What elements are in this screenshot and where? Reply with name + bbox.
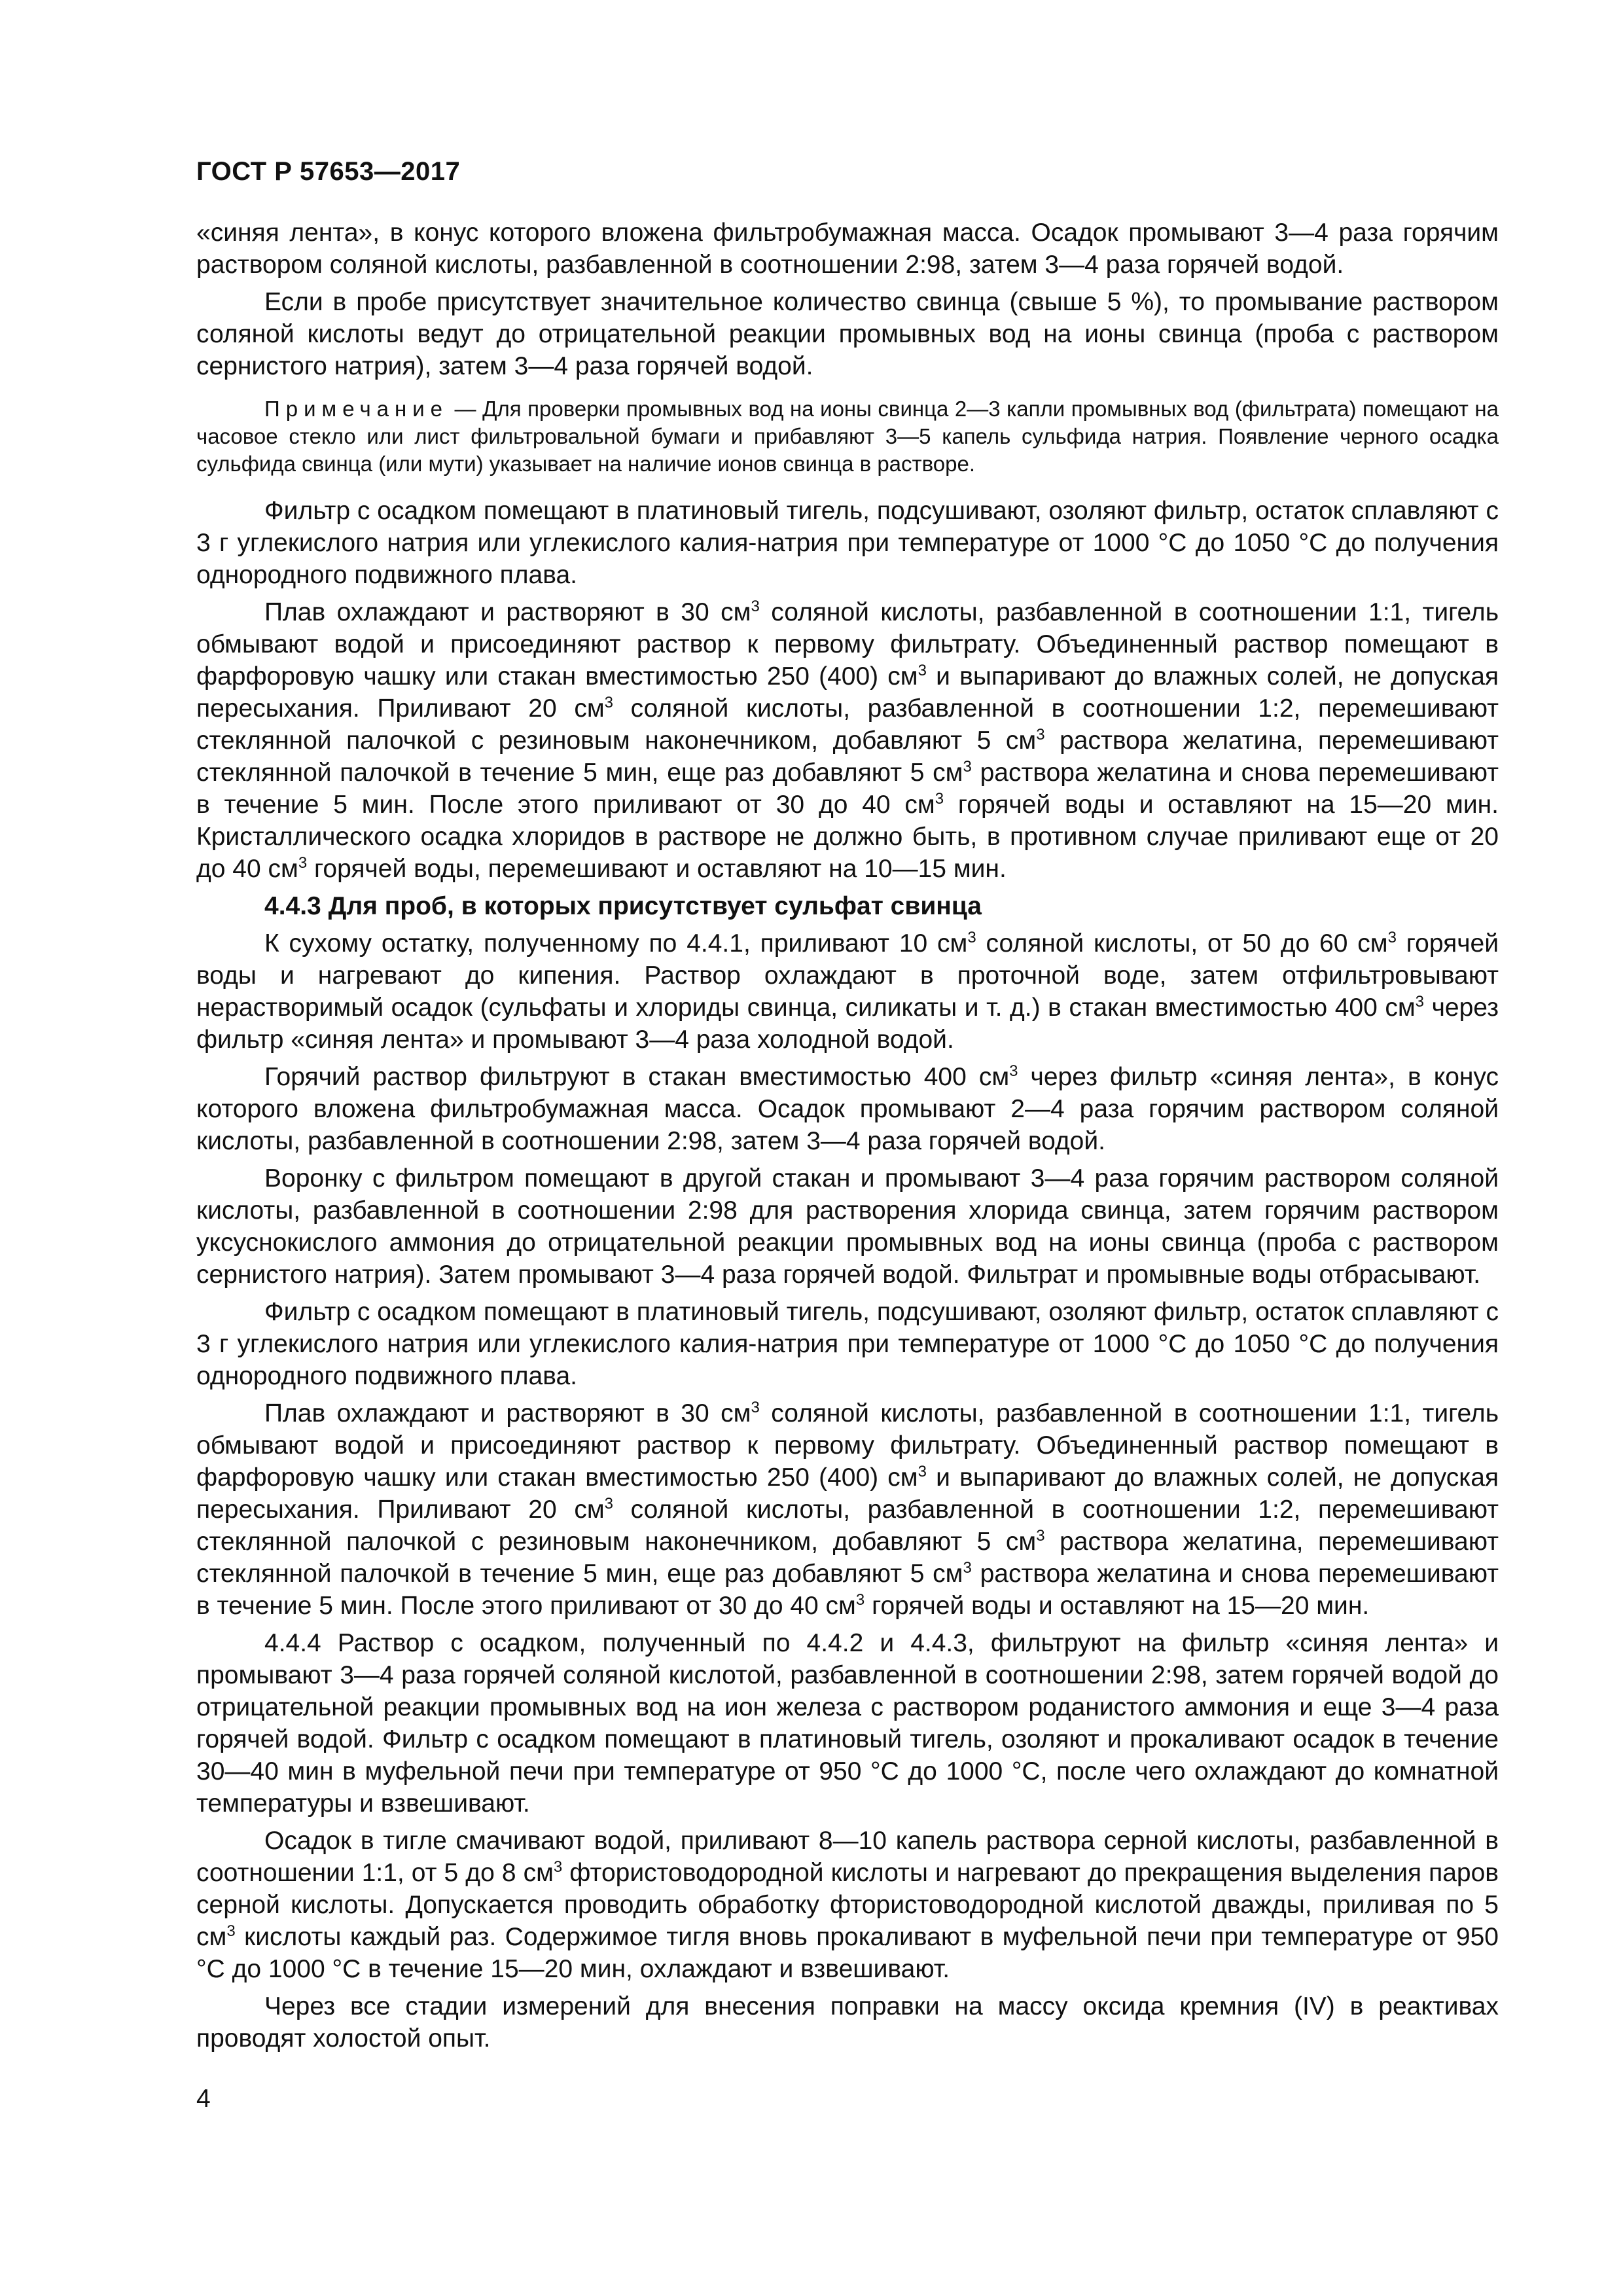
superscript: 3 <box>1387 929 1397 946</box>
text-run: Осадок в тигле смачивают водой, приливают 8—10 капель раствора серной кислоты, разбавленной в соотношении 1:1, от 5 до 8 см <box>196 1827 1499 1887</box>
superscript: 3 <box>751 598 760 615</box>
text-run: горячей воды и оставляют на 15—20 мин. <box>865 1592 1370 1620</box>
superscript: 3 <box>604 694 613 711</box>
text-run: соляной кислоты, разбавленной в соотношении 1:1, тигель обмывают водой и присоединяют раствор к первому фильтрату. Объединенный раствор помещают в фарфоровую чашку или стакан вместимостью 250 (400) см <box>196 598 1499 691</box>
superscript: 3 <box>963 758 972 776</box>
superscript: 3 <box>963 1559 972 1577</box>
superscript: 3 <box>298 854 308 872</box>
section-heading-4-4-3: 4.4.3 Для проб, в которых присутствует сульфат свинца <box>264 892 982 920</box>
document-number: ГОСТ Р 57653—2017 <box>196 157 461 186</box>
superscript: 3 <box>855 1591 865 1609</box>
paragraph <box>196 1296 1499 1392</box>
text-run: Фильтр с осадком помещают в платиновый тигель, подсушивают, озоляют фильтр, остаток сплавляют с 3 г углекислого натрия или углекислого калия-натрия при температуре от 1000 °С до 1050 °С до получения однородного подвижного плава. <box>196 497 1499 589</box>
superscript: 3 <box>918 662 927 679</box>
text-run: и выпаривают до влажных солей, не допуская пересыхания. Приливают 20 см <box>196 662 1499 723</box>
paragraph <box>196 1990 1499 2054</box>
document-page <box>196 157 1499 2060</box>
superscript: 3 <box>1036 726 1045 744</box>
text-run: Воронку с фильтром помещают в другой стакан и промывают 3—4 раза горячим раствором соляной кислоты, разбавленной в соотношении 2:98 для растворения хлорида свинца, затем горячим раствором уксуснокислого аммония до отрицательной реакции промывных вод на ионы свинца (проба с раствором сернистого натрия). Затем промывают 3—4 раза горячей водой. Фильтрат и промывные воды отбрасывают. <box>196 1164 1499 1289</box>
note-label: Примечание <box>264 397 449 421</box>
page-number: 4 <box>196 2085 211 2113</box>
paragraph <box>196 1397 1499 1622</box>
paragraph <box>196 596 1499 885</box>
text-run: К сухому остатку, полученному по 4.4.1, приливают 10 см <box>264 929 968 958</box>
text-run: «синяя лента», в конус которого вложена фильтробумажная масса. Осадок промывают 3—4 раза горячим раствором соляной кислоты, разбавленной в соотношении 2:98, затем 3—4 раза горячей водой. <box>196 219 1499 279</box>
paragraph <box>196 1061 1499 1157</box>
paragraph <box>196 927 1499 1056</box>
text-run: соляной кислоты, разбавленной в соотношении 1:1, тигель обмывают водой и присоединяют раствор к первому фильтрату. Объединенный раствор помещают в фарфоровую чашку или стакан вместимостью 250 (400) см <box>196 1399 1499 1492</box>
text-run: горячей воды и нагревают до кипения. Раствор охлаждают в проточной воде, затем отфильтровывают нерастворимый осадок (сульфаты и хлориды свинца, силикаты и т. д.) в стакан вместимостью 400 см <box>196 929 1499 1022</box>
text-run: Плав охлаждают и растворяют в 30 см <box>264 598 751 626</box>
text-run: соляной кислоты, разбавленной в соотношении 1:2, перемешивают стеклянной палочкой с резиновым наконечником, добавляют 5 см <box>196 694 1499 755</box>
paragraph <box>196 1627 1499 1820</box>
superscript: 3 <box>751 1399 760 1416</box>
text-run: через фильтр «синяя лента», в конус которого вложена фильтробумажная масса. Осадок промывают 2—4 раза горячим раствором соляной кислоты, разбавленной в соотношении 2:98, затем 3—4 раза горячей водой. <box>196 1063 1499 1155</box>
text-run: Плав охлаждают и растворяют в 30 см <box>264 1399 751 1427</box>
text-run: Горячий раствор фильтруют в стакан вместимостью 400 см <box>264 1063 1010 1091</box>
note <box>196 395 1499 478</box>
text-run: соляной кислоты, разбавленной в соотношении 1:2, перемешивают стеклянной палочкой с резиновым наконечником, добавляют 5 см <box>196 1496 1499 1556</box>
superscript: 3 <box>918 1463 927 1480</box>
text-run: раствора желатина, перемешивают стеклянной палочкой в течение 5 мин, еще раз добавляют 5 см <box>196 726 1499 787</box>
note-text: — Для проверки промывных вод на ионы свинца 2—3 капли промывных вод (фильтрата) помещают на часовое стекло или лист фильтровальной бумаги и прибавляют 3—5 капель сульфида натрия. Появление черного осадка сульфида свинца (или мути) указывает на наличие ионов свинца в растворе. <box>196 397 1499 476</box>
paragraph <box>196 217 1499 281</box>
text-run: раствора желатина и снова перемешивают в течение 5 мин. После этого приливают от 30 до 40 см <box>196 759 1499 819</box>
superscript: 3 <box>553 1858 563 1876</box>
superscript: 3 <box>226 1922 236 1940</box>
text-run: фтористоводородной кислоты и нагревают до прекращения выделения паров серной кислоты. Допускается проводить обработку фтористоводородной кислотой дважды, приливая по 5 см <box>196 1859 1499 1951</box>
text-run: раствора желатина, перемешивают стеклянной палочкой в течение 5 мин, еще раз добавляют 5 см <box>196 1528 1499 1588</box>
superscript: 3 <box>1415 993 1425 1011</box>
text-run: горячей воды и оставляют на 15—20 мин. Кристаллического осадка хлоридов в растворе не должно быть, в противном случае приливают еще от 20 до 40 см <box>196 791 1499 883</box>
text-run: Если в пробе присутствует значительное количество свинца (свыше 5 %), то промывание раствором соляной кислоты ведут до отрицательной реакции промывных вод на ионы свинца (проба с раствором сернистого натрия), затем 3—4 раза горячей водой. <box>196 288 1499 380</box>
text-run: горячей воды, перемешивают и оставляют на 10—15 мин. <box>307 855 1007 883</box>
text-run: через фильтр «синяя лента» и промывают 3—4 раза холодной водой. <box>196 994 1499 1054</box>
superscript: 3 <box>935 790 944 808</box>
paragraph <box>196 1162 1499 1291</box>
paragraph <box>196 495 1499 591</box>
text-run: Фильтр с осадком помещают в платиновый тигель, подсушивают, озоляют фильтр, остаток сплавляют с 3 г углекислого натрия или углекислого калия-натрия при температуре от 1000 °С до 1050 °С до получения однородного подвижного плава. <box>196 1298 1499 1390</box>
text-run: кислоты каждый раз. Содержимое тигля вновь прокаливают в муфельной печи при температуре от 950 °С до 1000 °С в течение 15—20 мин, охлаждают и взвешивают. <box>196 1923 1499 1983</box>
superscript: 3 <box>1009 1062 1018 1080</box>
text-run: 4.4.4 Раствор с осадком, полученный по 4.4.2 и 4.4.3, фильтруют на фильтр «синяя лента» и промывают 3—4 раза горячей соляной кислотой, разбавленной в соотношении 2:98, затем горячей водой до отрицательной реакции промывных вод на ион железа с раствором роданистого аммония и еще 3—4 раза горячей водой. Фильтр с осадком помещают в платиновый тигель, озоляют и прокаливают осадок в течение 30—40 мин в муфельной печи при температуре от 950 °С до 1000 °С, после чего охлаждают до комнатной температуры и взвешивают. <box>196 1629 1499 1818</box>
paragraph <box>196 286 1499 382</box>
text-run: соляной кислоты, от 50 до 60 см <box>976 929 1388 958</box>
superscript: 3 <box>1036 1527 1045 1545</box>
superscript: 3 <box>604 1495 613 1513</box>
text-run: и выпаривают до влажных солей, не допуская пересыхания. Приливают 20 см <box>196 1463 1499 1524</box>
text-run: Через все стадии измерений для внесения поправки на массу оксида кремния (IV) в реактивах проводят холостой опыт. <box>196 1992 1499 2053</box>
superscript: 3 <box>967 929 976 946</box>
text-run: раствора желатина и снова перемешивают в течение 5 мин. После этого приливают от 30 до 40 см <box>196 1560 1499 1620</box>
paragraph <box>196 1825 1499 1985</box>
